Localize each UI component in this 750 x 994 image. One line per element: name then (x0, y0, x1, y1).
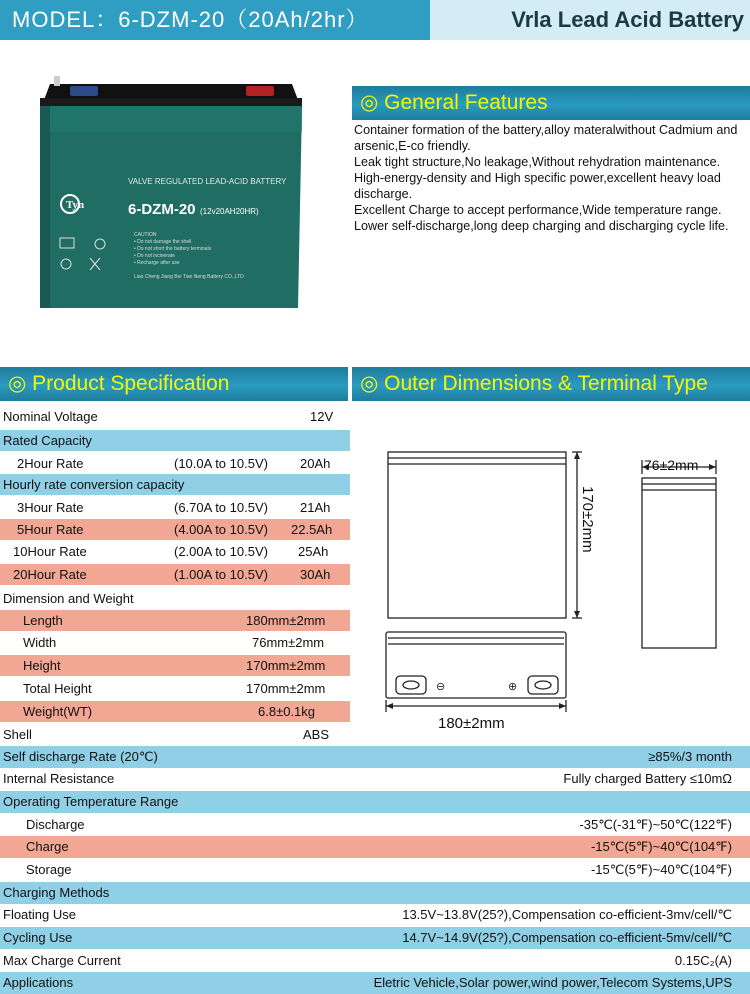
spec-row: Height 170mm±2mm (0, 655, 350, 676)
spec-row: Applications Eletric Vehicle,Solar power,wind power,Telecom Systems,UPS (0, 972, 750, 994)
width-dimension-label: 76±2mm (644, 457, 699, 473)
feature-line: Lower self-discharge,long deep charging and discharging cycle life. (354, 219, 729, 233)
feature-line: High-energy-density and High specific power,excellent heavy load discharge. (354, 171, 721, 201)
spec-row: Cycling Use 14.7V~14.9V(25?),Compensation co-efficient-5mv/cell/℃ (0, 927, 750, 949)
general-features-text (354, 122, 750, 234)
svg-text:• Do not damage the shell: • Do not damage the shell (134, 239, 192, 245)
spec-row: Weight(WT) 6.8±0.1kg (0, 701, 350, 722)
svg-text:CAUTION: CAUTION (134, 232, 157, 238)
svg-text:• Do not short the battery ter: • Do not short the battery terminals (134, 246, 212, 252)
feature-line: Excellent Charge to accept performance,Wide temperature range. (354, 203, 722, 217)
minus-terminal-icon: ⊖ (436, 681, 446, 693)
header-bar (0, 0, 750, 44)
battery-model-text: 6-DZM-20 (128, 201, 196, 218)
spec-section-row: Operating Temperature Range (0, 791, 750, 813)
spec-row: Length 180mm±2mm (0, 610, 350, 631)
outer-dimensions-title: ◎ Outer Dimensions & Terminal Type (352, 367, 750, 401)
spec-row: 10Hour Rate (2.00A to 10.5V) 25Ah (13, 544, 329, 559)
feature-line: Container formation of the battery,alloy materalwithout Cadmium and arsenic,E-co friendly. (354, 123, 738, 153)
svg-text:Tyn: Tyn (66, 199, 85, 211)
length-dimension-label: 180±2mm (438, 715, 505, 732)
spec-row: Total Height 170mm±2mm (23, 681, 326, 696)
feature-line: Leak tight structure,No leakage,Without rehydration maintenance. (354, 155, 721, 169)
spec-row: 20Hour Rate (1.00A to 10.5V) 30Ah (0, 564, 350, 585)
svg-text:• Recharge after use: • Recharge after use (134, 260, 180, 266)
spec-row: Internal Resistance Fully charged Battery ≤10mΩ (3, 771, 732, 786)
spec-row: Charge -15℃(5℉)~40℃(104℉) (0, 836, 750, 858)
spec-row: Discharge -35℃(-31℉)~50℃(122℉) (26, 817, 732, 832)
plus-terminal-icon: ⊕ (508, 681, 518, 693)
spec-row: Self discharge Rate (20℃) ≥85%/3 month (0, 746, 750, 768)
spec-row: Nominal Voltage 12V (3, 409, 334, 424)
product-spec-title: ◎ Product Specification (0, 367, 348, 401)
spec-section-row: Hourly rate conversion capacity (0, 474, 350, 495)
spec-row: Floating Use 13.5V~13.8V(25?),Compensation co-efficient-3mv/cell/℃ (3, 907, 732, 922)
model-title: MODEL：6-DZM-20（20Ah/2hr） (0, 0, 430, 40)
spec-section-row: Rated Capacity (0, 430, 350, 451)
dimension-drawing (350, 400, 750, 740)
general-features-title: ◎ General Features (352, 86, 750, 120)
spec-section-row: Charging Methods (0, 882, 750, 904)
battery-product-image (30, 72, 310, 312)
battery-type-text: VALVE REGULATED LEAD-ACID BATTERY (128, 177, 287, 186)
spec-row: 3Hour Rate (6.70A to 10.5V) 21Ah (17, 500, 331, 515)
battery-model-sub: (12v20AH20HR) (200, 207, 259, 216)
spec-row: Max Charge Current 0.15C₂(A) (3, 953, 732, 968)
svg-text:• Do not incinerate: • Do not incinerate (134, 253, 175, 259)
spec-section-row: Dimension and Weight (3, 591, 134, 606)
spec-row: Width 76mm±2mm (23, 635, 325, 650)
height-dimension-label: 170±2mm (579, 486, 596, 553)
spec-row: 5Hour Rate (4.00A to 10.5V) 22.5Ah (0, 519, 350, 540)
svg-text:Liao Cheng Jiang Bei Tian Neng: Liao Cheng Jiang Bei Tian Neng Battery CO.,LTD (134, 274, 244, 280)
spec-row: Shell ABS (3, 727, 330, 742)
spec-row: Storage -15℃(5℉)~40℃(104℉) (26, 862, 732, 877)
spec-row: 2Hour Rate (10.0A to 10.5V) 20Ah (17, 456, 331, 471)
brand-title: Vrla Lead Acid Battery (430, 0, 750, 40)
